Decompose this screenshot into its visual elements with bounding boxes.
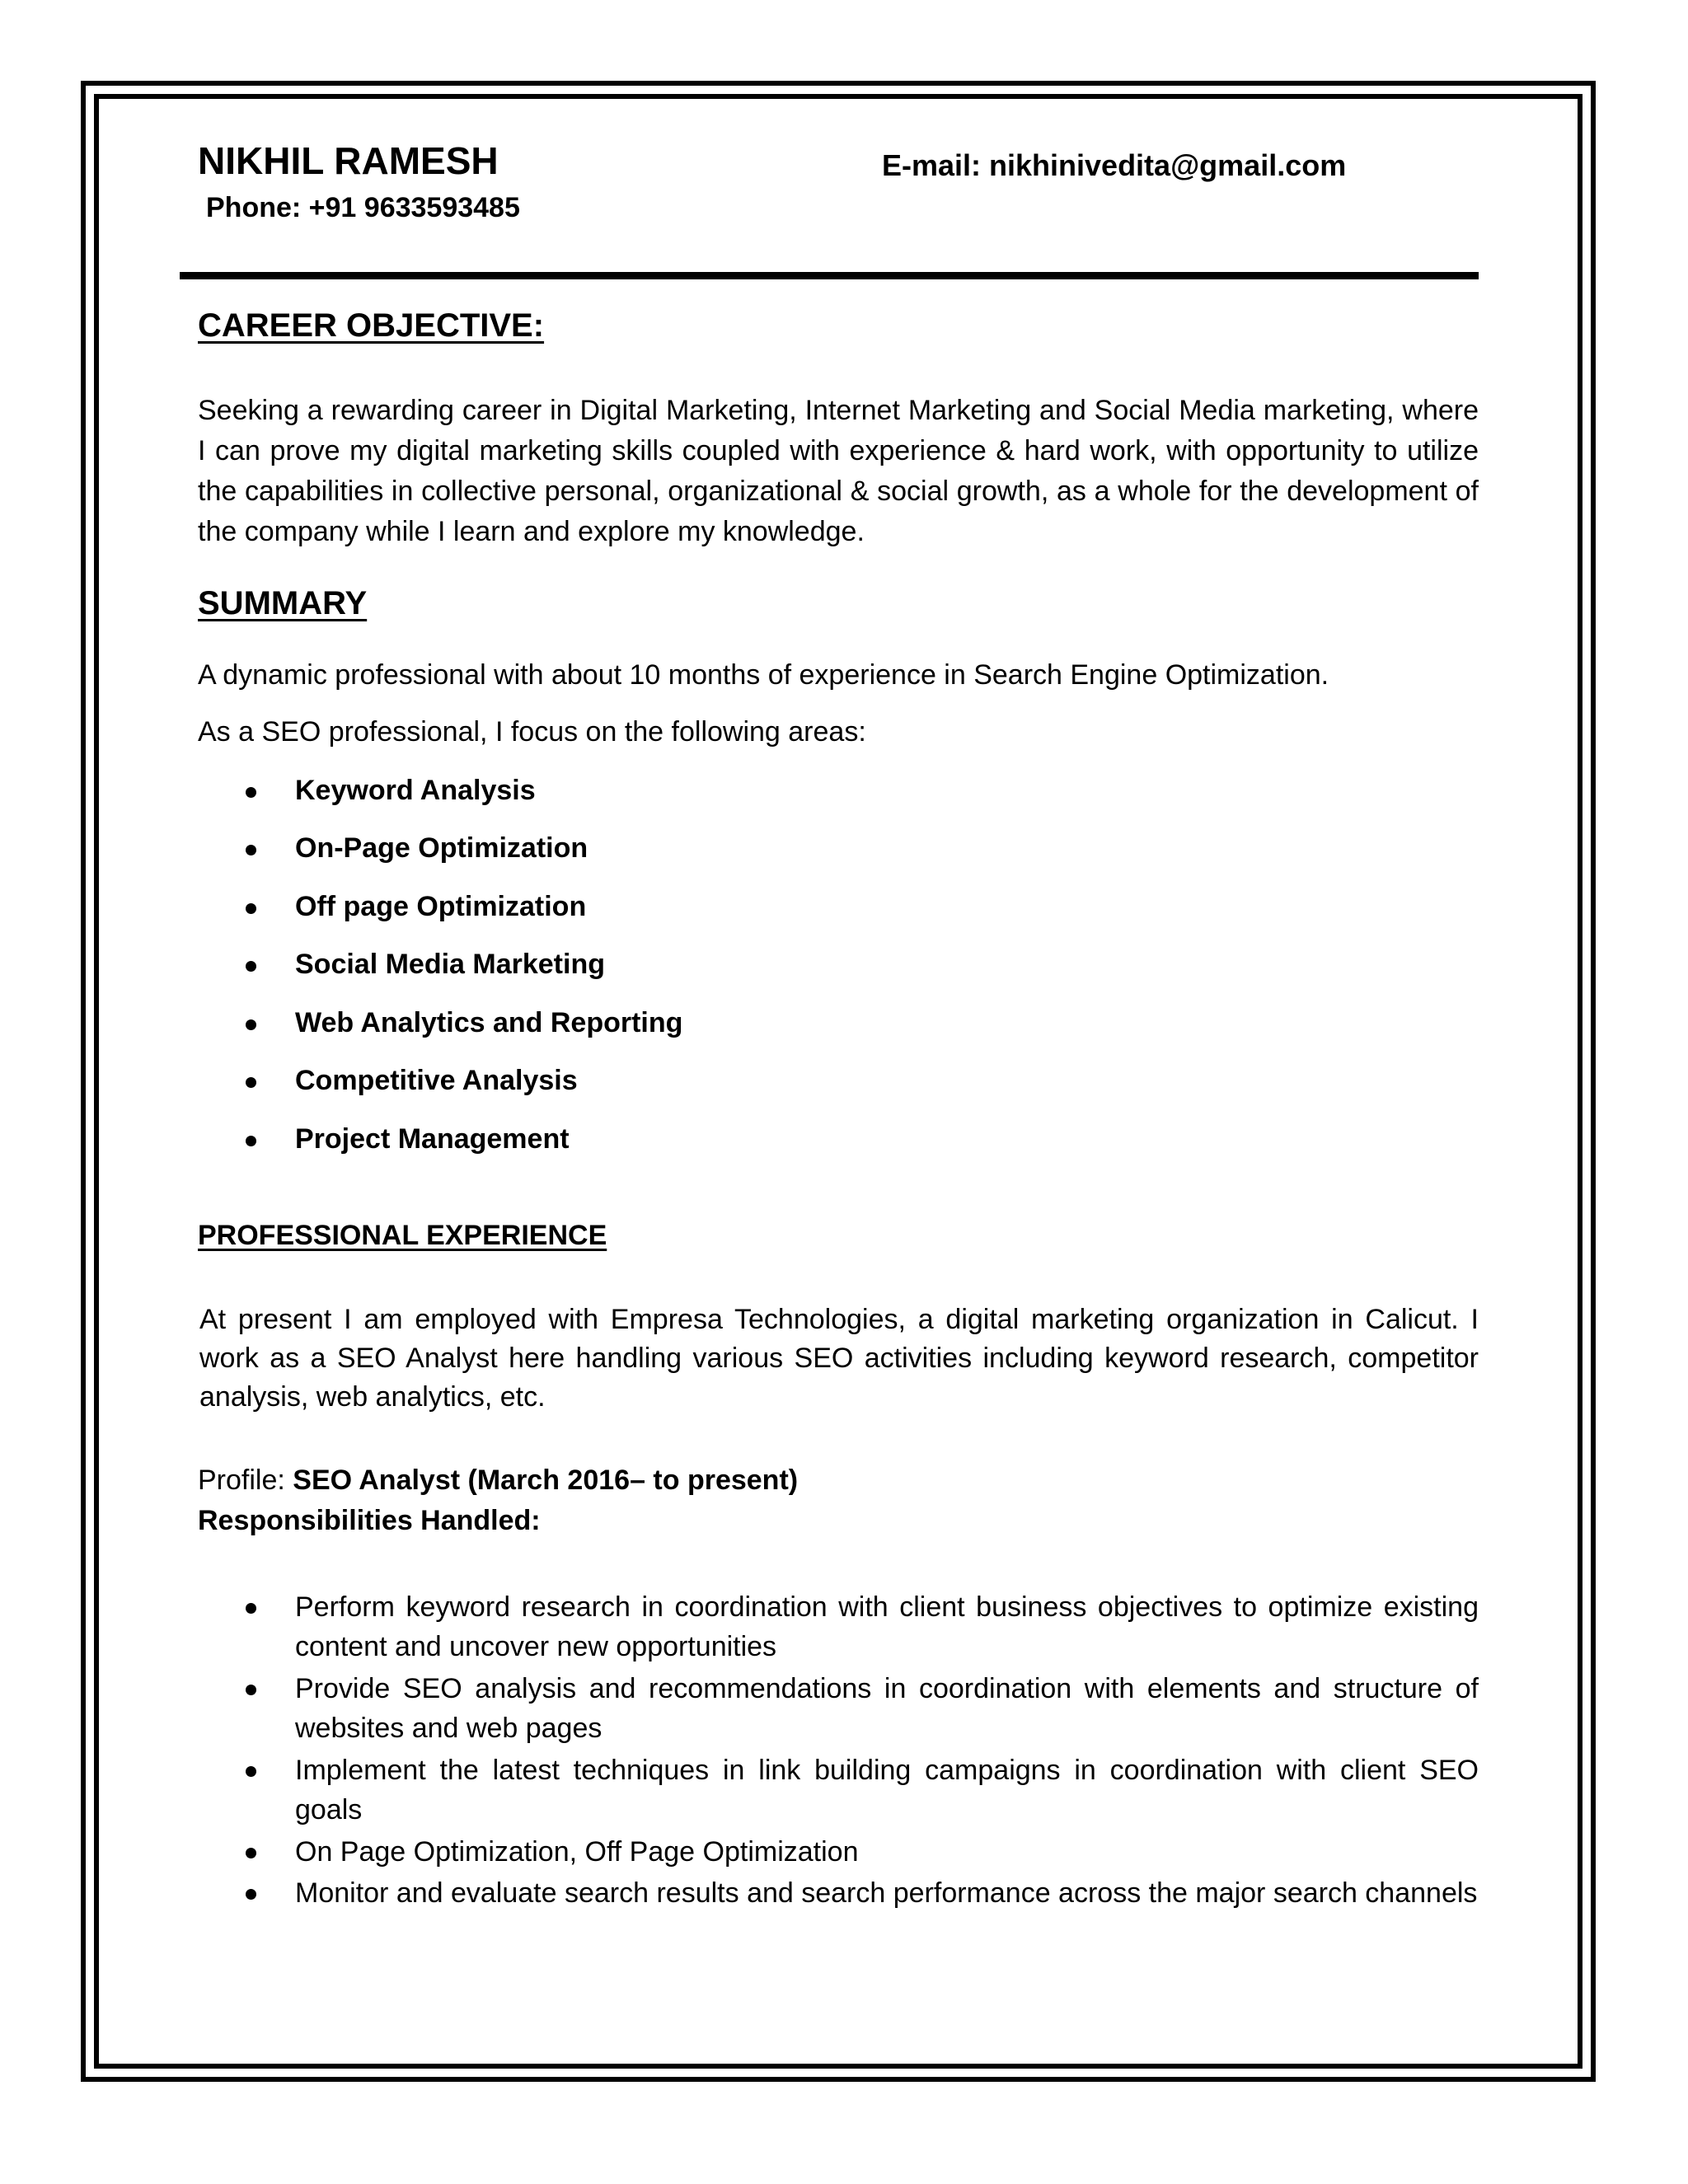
header-divider (180, 272, 1479, 279)
bullet-icon (246, 787, 256, 798)
experience-text: At present I am employed with Empresa Technologies, a digital marketing organization in Calicut. I work as a SEO Analyst here handling various SEO activities including keyword research, competitor analysis, web analytics, etc. (199, 1304, 1479, 1413)
phone-line: Phone: +91 9633593485 (206, 192, 520, 223)
focus-area: Web Analytics and Reporting (295, 1007, 683, 1038)
focus-area: On-Page Optimization (295, 832, 588, 864)
responsibility-text: Provide SEO analysis and recommendations in coordination with elements and structure of websites and web pages (295, 1673, 1479, 1744)
focus-area: Project Management (295, 1123, 570, 1155)
focus-area: Competitive Analysis (295, 1065, 578, 1096)
profile-label: Profile: (198, 1465, 293, 1496)
bullet-icon (246, 1766, 256, 1777)
responsibility-text: Monitor and evaluate search results and search performance across the major search channels (295, 1877, 1478, 1909)
summary-focus-line: As a SEO professional, I focus on the following areas: (198, 716, 866, 748)
career-objective-heading: CAREER OBJECTIVE: (198, 307, 545, 344)
bullet-icon (246, 845, 256, 855)
career-objective-text: Seeking a rewarding career in Digital Marketing, Internet Marketing and Social Media marketing, where I can prove my digital marketing skills coupled with experience & hard work, with opportunity to utilize the capabilities in collective personal, organizational & social growth, as a whole for the development of the company while I learn and explore my knowledge. (198, 395, 1479, 547)
focus-area: Social Media Marketing (295, 949, 605, 980)
bullet-icon (246, 1685, 256, 1695)
focus-area: Off page Optimization (295, 891, 587, 922)
summary-intro: A dynamic professional with about 10 months of experience in Search Engine Optimization. (198, 659, 1329, 691)
responsibility-text: Perform keyword research in coordination with client business objectives to optimize existing content and uncover new opportunities (295, 1591, 1479, 1662)
bullet-icon (246, 1603, 256, 1614)
bullet-icon (246, 1848, 256, 1858)
profile-line (198, 1465, 798, 1497)
responsibility-text: Implement the latest techniques in link building campaigns in coordination with client SEO goals (295, 1755, 1479, 1825)
bullet-icon (246, 903, 256, 914)
bullet-icon (246, 1077, 256, 1088)
experience-heading: PROFESSIONAL EXPERIENCE (198, 1220, 607, 1251)
responsibility-text: On Page Optimization, Off Page Optimization (295, 1836, 859, 1868)
email-line: E-mail: nikhinivedita@gmail.com (882, 148, 1347, 182)
summary-heading: SUMMARY (198, 585, 368, 621)
bullet-icon (246, 1889, 256, 1900)
candidate-name: NIKHIL RAMESH (198, 139, 499, 182)
bullet-icon (246, 1019, 256, 1030)
profile-value: SEO Analyst (March 2016– to present) (293, 1465, 799, 1496)
bullet-icon (246, 1136, 256, 1146)
responsibilities-heading: Responsibilities Handled: (198, 1505, 541, 1536)
bullet-icon (246, 961, 256, 972)
focus-area: Keyword Analysis (295, 775, 536, 806)
